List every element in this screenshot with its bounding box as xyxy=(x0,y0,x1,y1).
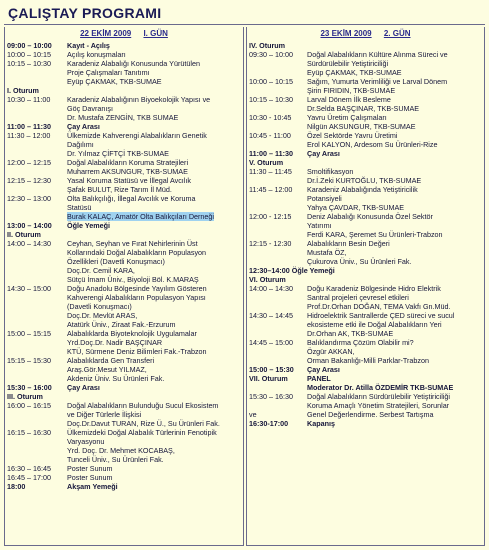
day-2-header xyxy=(247,27,484,41)
schedule-time: 15:15 – 15:30 xyxy=(7,356,51,365)
schedule-time: 12:30 – 13:00 xyxy=(7,194,51,203)
schedule-item: Deniz Alabalığı Konusunda Özel Sektör xyxy=(307,212,433,221)
schedule-row xyxy=(7,338,243,347)
schedule-row xyxy=(7,239,243,248)
schedule-time: 12:00 - 12:15 xyxy=(249,212,292,221)
schedule-row xyxy=(7,266,243,275)
schedule-item: Akdeniz Üniv. Su Ürünleri Fak. xyxy=(67,374,165,383)
schedule-row xyxy=(7,212,243,221)
schedule-time: 10:00 – 10:15 xyxy=(249,77,293,86)
schedule-item: Şirin FIRIDIN, TKB-SUMAE xyxy=(307,86,396,95)
schedule-item: Kayıt - Açılış xyxy=(67,41,110,50)
schedule-time: 10:30 – 11:00 xyxy=(7,95,51,104)
schedule-item: Araş.Gör.Mesut YILMAZ, xyxy=(67,365,147,374)
schedule-item: Karadeniz Alabalığının Biyoekolojik Yapısı ve xyxy=(67,95,211,104)
schedule-row xyxy=(7,356,243,365)
schedule-row xyxy=(249,158,484,167)
schedule-row xyxy=(249,248,484,257)
schedule-item: Orman Bakanlığı-Milli Parklar-Trabzon xyxy=(307,356,429,365)
schedule-item: Prof.Dr.Orhan DOĞAN, TEMA Vakfı Gn.Müd. xyxy=(307,302,451,311)
schedule-item: Ceyhan, Seyhan ve Fırat Nehirlerinin Üst xyxy=(67,239,198,248)
schedule-item: Poster Sunum xyxy=(67,464,113,473)
schedule-item: Olta Balıkçılığı, İllegal Avcılık ve Koruma xyxy=(67,194,196,203)
schedule-row xyxy=(249,41,484,50)
schedule-item: Muharrem AKSUNGUR, TKB-SUMAE xyxy=(67,167,188,176)
schedule-row xyxy=(7,41,243,50)
schedule-time: 14:30 – 15:00 xyxy=(7,284,51,293)
schedule-time: 10:15 – 10:30 xyxy=(249,95,293,104)
schedule-time: 10:30 - 10:45 xyxy=(249,113,292,122)
schedule-item: ekosisteme etki ile Doğal Alabalıkların Yeri xyxy=(307,320,442,329)
schedule-row xyxy=(7,59,243,68)
schedule-item: Dr.Orhan AK, TKB-SUMAE xyxy=(307,329,394,338)
schedule-time: 14:45 – 15:00 xyxy=(249,338,293,347)
schedule-time: 10:15 – 10:30 xyxy=(7,59,51,68)
schedule-item: Doğu Anadolu Bölgesinde Yayılım Gösteren xyxy=(67,284,207,293)
schedule-time: 15:30 – 16:30 xyxy=(249,392,293,401)
schedule-item: Yahya ÇAVDAR, TKB-SUMAE xyxy=(307,203,405,212)
schedule-time: 16:00 – 16:15 xyxy=(7,401,51,410)
schedule-item: Doğal Alabalıkların Bulunduğu Sucul Ekosistem xyxy=(67,401,219,410)
schedule-item: Ülkemizde Kahverengi Alabalıkların Genetik xyxy=(67,131,207,140)
schedule-time: 12:15 - 12:30 xyxy=(249,239,292,248)
schedule-item: Göç Davranışı xyxy=(67,104,113,113)
schedule-item: (Davetli Konuşmacı) xyxy=(67,302,132,311)
schedule-item: Alabalıklarda Biyoteknolojik Uygulamalar xyxy=(67,329,197,338)
schedule-row xyxy=(7,257,243,266)
schedule-item: Proje Çalışmaları Tanıtımı xyxy=(67,68,150,77)
schedule-row xyxy=(249,176,484,185)
schedule-row xyxy=(249,383,484,392)
schedule-row xyxy=(7,365,243,374)
schedule-item: Doğal Alabalıkların Kültüre Alınma Süreci ve xyxy=(307,50,448,59)
schedule-row xyxy=(249,149,484,158)
schedule-time: 15:00 – 15:30 xyxy=(249,365,294,374)
day-1-header xyxy=(5,27,243,41)
schedule-item: PANEL xyxy=(307,374,331,383)
schedule-row xyxy=(249,257,484,266)
schedule-item: Çay Arası xyxy=(67,122,100,131)
schedule-item: Genel Değerlendirme. Serbest Tartışma xyxy=(307,410,434,419)
schedule-item: Ferdi KARA, Şeremet Su Ürünleri-Trabzon xyxy=(307,230,443,239)
schedule-item: Özel Sektörde Yavru Üretimi xyxy=(307,131,398,140)
schedule-item: Moderator Dr. Atilla ÖZDEMİR TKB-SUMAE xyxy=(307,383,454,392)
schedule-row xyxy=(7,419,243,428)
schedule-row xyxy=(249,293,484,302)
schedule-row xyxy=(7,473,243,482)
schedule-row xyxy=(7,392,243,401)
page-title: ÇALIŞTAY PROGRAMI xyxy=(8,5,162,21)
day-1-schedule xyxy=(5,41,243,491)
schedule-item: Özellikleri (Davetli Konuşmacı) xyxy=(67,257,165,266)
schedule-row xyxy=(249,320,484,329)
schedule-time: VI. Oturum xyxy=(249,275,286,284)
schedule-time: II. Oturum xyxy=(7,230,41,239)
schedule-row xyxy=(249,338,484,347)
schedule-row xyxy=(249,392,484,401)
schedule-row xyxy=(7,176,243,185)
schedule-row xyxy=(7,248,243,257)
schedule-item: Yatırımı xyxy=(307,221,332,230)
schedule-item: Dr.Selda BAŞÇINAR, TKB-SUMAE xyxy=(307,104,420,113)
schedule-row xyxy=(249,302,484,311)
schedule-item: Dr. Mustafa ZENGİN, TKB SUMAE xyxy=(67,113,179,122)
schedule-time: 11:45 – 12:00 xyxy=(249,185,293,194)
schedule-row xyxy=(249,365,484,374)
schedule-row xyxy=(7,68,243,77)
schedule-row xyxy=(249,230,484,239)
day-1-column xyxy=(4,27,244,546)
schedule-item: Yrd.Doç.Dr. Nadir BAŞÇINAR xyxy=(67,338,163,347)
schedule-time: V. Oturum xyxy=(249,158,284,167)
schedule-row xyxy=(7,86,243,95)
schedule-item: Larval Dönem İlk Besleme xyxy=(307,95,391,104)
schedule-time: 10:45 - 11:00 xyxy=(249,131,291,140)
schedule-time: 11:00 – 11:30 xyxy=(7,122,51,131)
schedule-time: 09:00 – 10:00 xyxy=(7,41,52,50)
schedule-time: 14:00 – 14:30 xyxy=(7,239,51,248)
schedule-row xyxy=(7,131,243,140)
schedule-item: Nilgün AKSUNGUR, TKB-SUMAE xyxy=(307,122,416,131)
schedule-time: 15:00 – 15:15 xyxy=(7,329,51,338)
day-2-column xyxy=(246,27,485,546)
schedule-row xyxy=(7,464,243,473)
schedule-time: 11:30 – 12:00 xyxy=(7,131,51,140)
schedule-item: Yavru Üretim Çalışmaları xyxy=(307,113,387,122)
schedule-item: Dağılımı xyxy=(67,140,94,149)
schedule-item: Ülkemizdeki Doğal Alabalık Türlerinin Fenotipik xyxy=(67,428,217,437)
schedule-item: Smoltifikasyon xyxy=(307,167,354,176)
schedule-row xyxy=(7,401,243,410)
schedule-row xyxy=(249,401,484,410)
schedule-item: Akşam Yemeği xyxy=(67,482,118,491)
schedule-row xyxy=(7,437,243,446)
schedule-item: Tunceli Üniv., Su Ürünleri Fak. xyxy=(67,455,164,464)
schedule-row xyxy=(249,212,484,221)
schedule-item: Burak KALAÇ, Amatör Olta Balıkçıları Derneği xyxy=(67,212,215,221)
schedule-time: 12:00 – 12:15 xyxy=(7,158,51,167)
schedule-row xyxy=(7,113,243,122)
schedule-item: Dr.İ.Zeki KURTOĞLU, TKB-SUMAE xyxy=(307,176,422,185)
schedule-row xyxy=(249,95,484,104)
schedule-row xyxy=(249,266,484,275)
schedule-item: Karadeniz Alabalığı Konusunda Yürütülen xyxy=(67,59,200,68)
schedule-time: I. Oturum xyxy=(7,86,39,95)
schedule-item: Yasal Koruma Statüsü ve İllegal Avcılık xyxy=(67,176,191,185)
schedule-time: 16:30-17:00 xyxy=(249,419,289,428)
schedule-time: 18:00 xyxy=(7,482,26,491)
schedule-row xyxy=(249,311,484,320)
schedule-item: Varyasyonu xyxy=(67,437,105,446)
schedule-item: Statüsü xyxy=(67,203,92,212)
schedule-time: 16:30 – 16:45 xyxy=(7,464,51,473)
schedule-item: Doğu Karadeniz Bölgesinde Hidro Elektrik xyxy=(307,284,441,293)
schedule-row xyxy=(249,239,484,248)
schedule-item: Mustafa ÖZ, xyxy=(307,248,347,257)
schedule-item: Atatürk Üniv., Ziraat Fak.-Erzurum xyxy=(67,320,176,329)
schedule-row xyxy=(249,113,484,122)
schedule-row xyxy=(7,455,243,464)
schedule-row xyxy=(249,347,484,356)
schedule-time: 13:00 – 14:00 xyxy=(7,221,52,230)
schedule-item: Doç.Dr. Cemil KARA, xyxy=(67,266,135,275)
schedule-item: Koruma Amaçlı Yönetim Stratejileri, Sorunlar xyxy=(307,401,450,410)
schedule-item: ve Diğer Türlerle İlişkisi xyxy=(67,410,142,419)
schedule-item: Sütçü İmam Üniv., Biyoloji Böl. K.MARAŞ xyxy=(67,275,199,284)
schedule-item: Eyüp ÇAKMAK, TKB-SUMAE xyxy=(307,68,402,77)
schedule-time: 11:30 – 11:45 xyxy=(249,167,292,176)
schedule-row xyxy=(249,374,484,383)
schedule-row xyxy=(249,203,484,212)
schedule-row xyxy=(249,221,484,230)
schedule-item: Hidroelektrik Santrallerde ÇED süreci ve sucul xyxy=(307,311,455,320)
schedule-item: Eyüp ÇAKMAK, TKB-SUMAE xyxy=(67,77,162,86)
schedule-time: 11:00 – 11:30 xyxy=(249,149,293,158)
schedule-item: Kollarındaki Doğal Alabalıkların Populasyon xyxy=(67,248,207,257)
schedule-row xyxy=(7,230,243,239)
schedule-row xyxy=(249,284,484,293)
schedule-item: Özgür AKKAN, xyxy=(307,347,355,356)
schedule-row xyxy=(249,194,484,203)
schedule-item: Alabalıklarda Gen Transferi xyxy=(67,356,155,365)
schedule-time: 15:30 – 16:00 xyxy=(7,383,52,392)
schedule-item: Sağım, Yumurta Verimliliği ve Larval Dönem xyxy=(307,77,448,86)
schedule-row xyxy=(7,320,243,329)
schedule-time: 14:30 – 14:45 xyxy=(249,311,293,320)
schedule-row xyxy=(249,122,484,131)
schedule-row xyxy=(7,446,243,455)
schedule-row xyxy=(7,284,243,293)
schedule-item: KTÜ, Sürmene Deniz Bilimleri Fak.-Trabzon xyxy=(67,347,207,356)
schedule-item: Açılış konuşmaları xyxy=(67,50,126,59)
schedule-row xyxy=(7,77,243,86)
schedule-item: Doğal Alabalıkların Koruma Stratejileri xyxy=(67,158,189,167)
schedule-row xyxy=(249,356,484,365)
day-1-date: 22 EKİM 2009 xyxy=(80,29,132,38)
schedule-row xyxy=(7,122,243,131)
schedule-time: 10:00 – 10:15 xyxy=(7,50,51,59)
schedule-row xyxy=(7,50,243,59)
schedule-item: Alabalıkların Besin Değeri xyxy=(307,239,390,248)
schedule-item: Öğle Yemeği xyxy=(67,221,111,230)
schedule-time: ve xyxy=(249,410,257,419)
schedule-item: Doç.Dr. Mevlüt ARAS, xyxy=(67,311,138,320)
schedule-item: Poster Sunum xyxy=(67,473,113,482)
schedule-item: Şafak BULUT, Rize Tarım İl Müd. xyxy=(67,185,172,194)
schedule-time: 16:15 – 16:30 xyxy=(7,428,51,437)
schedule-time: 16:45 – 17:00 xyxy=(7,473,51,482)
schedule-row xyxy=(249,86,484,95)
schedule-item: Erol KALYON, Ardesom Su Ürünleri-Rize xyxy=(307,140,438,149)
schedule-row xyxy=(7,428,243,437)
schedule-row xyxy=(249,419,484,428)
schedule-row xyxy=(249,329,484,338)
schedule-item: Çay Arası xyxy=(307,149,340,158)
schedule-row xyxy=(7,158,243,167)
schedule-row xyxy=(249,131,484,140)
schedule-row xyxy=(7,194,243,203)
schedule-row xyxy=(7,221,243,230)
title-divider xyxy=(4,24,485,25)
schedule-item: Kahverengi Alabalıkların Populasyon Yapısı xyxy=(67,293,206,302)
schedule-item: Sürdürülebilir Yetiştiriciliği xyxy=(307,59,389,68)
schedule-time: 09:30 – 10:00 xyxy=(249,50,293,59)
schedule-item: Dr. Yılmaz ÇİFTÇİ TKB-SUMAE xyxy=(67,149,169,158)
schedule-row xyxy=(7,383,243,392)
day-2-schedule xyxy=(247,41,484,428)
schedule-row xyxy=(7,482,243,491)
schedule-time: 12:15 – 12:30 xyxy=(7,176,51,185)
schedule-row xyxy=(7,275,243,284)
schedule-row xyxy=(249,50,484,59)
schedule-row xyxy=(249,275,484,284)
schedule-time: VII. Oturum xyxy=(249,374,288,383)
schedule-row xyxy=(7,203,243,212)
schedule-row xyxy=(7,329,243,338)
schedule-row xyxy=(7,410,243,419)
schedule-row xyxy=(249,140,484,149)
schedule-time: IV. Oturum xyxy=(249,41,286,50)
schedule-item: Çay Arası xyxy=(67,383,100,392)
schedule-row xyxy=(7,374,243,383)
schedule-row xyxy=(7,167,243,176)
schedule-item: Santral projeleri çevresel etkileri xyxy=(307,293,409,302)
day-2-date: 23 EKİM 2009 xyxy=(320,29,372,38)
schedule-item: Çay Arası xyxy=(307,365,340,374)
schedule-item: Karadeniz Alabalığında Yetiştiricilik xyxy=(307,185,418,194)
schedule-row xyxy=(7,293,243,302)
schedule-row xyxy=(7,140,243,149)
schedule-row xyxy=(249,77,484,86)
schedule-row xyxy=(7,311,243,320)
schedule-item: Yrd. Doç. Dr. Mehmet KOCABAŞ, xyxy=(67,446,175,455)
schedule-time: 14:00 – 14:30 xyxy=(249,284,293,293)
schedule-item: Çukurova Üniv., Su Ürünleri Fak. xyxy=(307,257,412,266)
schedule-row xyxy=(7,185,243,194)
schedule-item: Balıklandırma Çözüm Olabilir mi? xyxy=(307,338,414,347)
schedule-row xyxy=(249,59,484,68)
schedule-row xyxy=(249,104,484,113)
schedule-row xyxy=(249,185,484,194)
schedule-row xyxy=(7,95,243,104)
schedule-row xyxy=(249,167,484,176)
schedule-item: Doğal Alabalıkların Sürdürülebilir Yetiştiriciliği xyxy=(307,392,451,401)
schedule-item: Kapanış xyxy=(307,419,335,428)
schedule-row xyxy=(7,149,243,158)
day-2-label: 2. GÜN xyxy=(383,29,411,38)
day-1-label: I. GÜN xyxy=(143,29,168,38)
schedule-item: Potansiyeli xyxy=(307,194,342,203)
schedule-row xyxy=(7,302,243,311)
schedule-row xyxy=(7,347,243,356)
schedule-row xyxy=(249,410,484,419)
schedule-item: Doç.Dr.Davut TURAN, Rize Ü., Su Ürünleri Fak. xyxy=(67,419,220,428)
schedule-row xyxy=(249,68,484,77)
schedule-time: 12:30–14:00 Öğle Yemeği xyxy=(249,266,335,275)
schedule-time: III. Oturum xyxy=(7,392,43,401)
schedule-row xyxy=(7,104,243,113)
